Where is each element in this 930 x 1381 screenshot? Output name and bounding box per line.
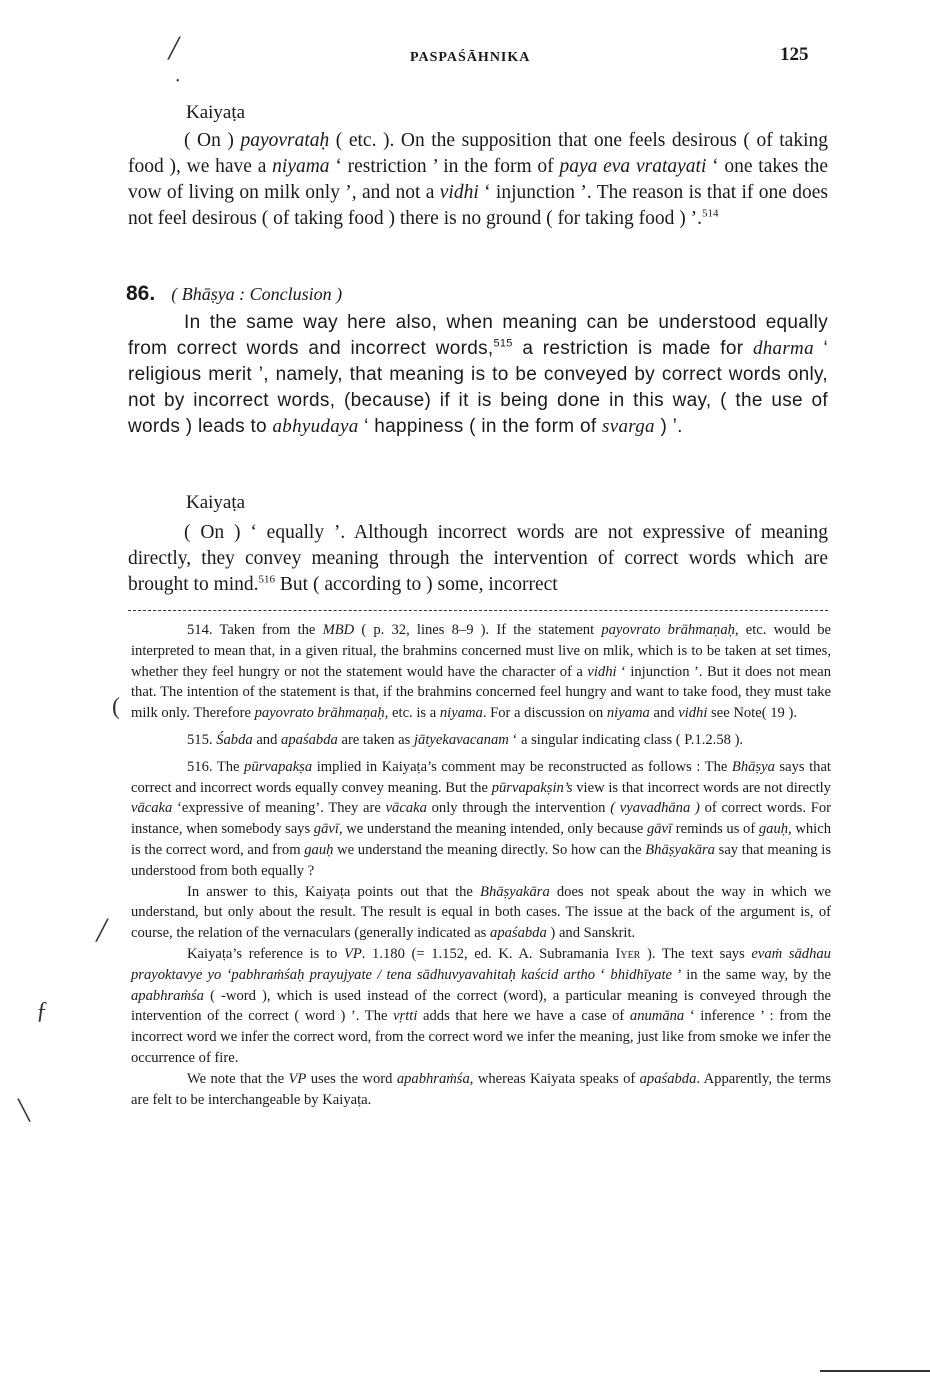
kaiyata-heading-1: Kaiyaṭa bbox=[186, 102, 246, 123]
running-title: PASPAŚĀHNIKA bbox=[410, 50, 531, 65]
footnote-516-note: We note that the VP uses the word apabhraṁśa, whereas Kaiyata speaks of apaśabda. Apparently, the terms are felt to be interchangeable by Kaiyaṭa. bbox=[131, 1070, 831, 1108]
section-86-heading bbox=[126, 282, 342, 306]
page-number: 125 bbox=[780, 44, 809, 65]
margin-dot-mark: • bbox=[176, 76, 180, 87]
footnote-515: 515. Śabda and apaśabda are taken as jātyekavacanam ‘ a singular indicating class ( P.1.2.58 ). bbox=[187, 731, 744, 748]
footnote-516-answer: In answer to this, Kaiyaṭa points out that the Bhāṣyakāra does not speak about the way in which we understand, but only about the result. The result is equal in both cases. The issue at the back of the argument is, of course, the relation of the vernaculars (generally indicated as apaśabda ) and Sanskrit. bbox=[131, 883, 832, 942]
margin-backslash-mark: ╲ bbox=[18, 1100, 31, 1122]
margin-tick-mark: ╱ bbox=[168, 38, 181, 60]
bottom-edge-rule bbox=[820, 1370, 930, 1372]
kaiyata-paragraph-1: ( On ) payovrataḥ ( etc. ). On the supposition that one feels desirous ( of taking food ), we have a niyama ‘ restriction ’ in the form of paya eva vratayati ‘ one takes the vow of living on milk only ’, and not a vidhi ‘ injunction ’. The reason is that if one does not feel desirous ( of taking food ) there is no ground ( for taking food ) ’.$^{514}$ bbox=[128, 130, 828, 229]
margin-stroke-mark: ƒ bbox=[36, 998, 48, 1024]
margin-bracket-mark: ( bbox=[112, 694, 120, 720]
margin-slash-mark: ╱ bbox=[96, 920, 109, 942]
section-86-paragraph: In the same way here also, when meaning can be understood equally from correct words and incorrect words,$^{515}$ a restriction is made for dharma ‘ religious merit ’, namely, that meaning is to be conveyed by correct words only, not by incorrect words, (because) if it is being done in this way, ( the use of words ) leads to abhyudaya ‘ happiness ( in the form of svarga ) ’. bbox=[128, 312, 828, 437]
kaiyata-paragraph-2: ( On ) ‘ equally ’. Although incorrect words are not expressive of meaning directly, they convey meaning through the intervention of correct words which are brought to mind.$^{516}$ But ( according to ) some, incorrect bbox=[128, 522, 828, 595]
kaiyata-heading-2: Kaiyaṭa bbox=[186, 492, 246, 513]
footnotes bbox=[131, 620, 831, 1110]
footnote-ref-516: 516 bbox=[258, 573, 276, 586]
footnote-ref-515: 515 bbox=[493, 337, 513, 350]
footnote-514: 514. Taken from the MBD ( p. 32, lines 8–9 ). If the statement payovrato brāhmaṇaḥ, etc. would be interpreted to mean that, in a given ritual, the brahmins concerned must live on mlik, which is to be taken at set times, whether they feel hungry or not the statement would have the character of a vidhi ‘ injunction ’. But it does not mean that. The intention of the statement is that, if the brahmins concerned feel hungry and want to take food, they must take milk only. Therefore payovrato brāhmaṇaḥ, etc. is a niyama. For a discussion on niyama and vidhi see Note( 19 ). bbox=[131, 622, 832, 722]
footnote-516-reference: Kaiyaṭa’s reference is to VP. 1.180 (= 1.152, ed. K. A. Subramania Iyer ). The text says evaṁ sādhau prayoktavye yo ‘pabhraṁśaḥ prayujyate / tena sādhuvyavahitaḥ kaścid artho ‘ bhidhīyate ’ in the same way, by the apabhraṁśa ( -word ), which is used instead of the correct (word), a particular meaning is conveyed through the intervention of the correct ( word ) ’. The vṛtti adds that here we have a case of anumāna ‘ inference ’ : from the incorrect word we infer the correct word, from the correct word we infer the meaning, just like from smoke we infer the occurrence of fire. bbox=[131, 945, 831, 1066]
section-number: 86. bbox=[126, 282, 156, 305]
footnote-516: 516. The pūrvapakṣa implied in Kaiyaṭa’s comment may be reconstructed as follows : The Bhāṣya says that correct and incorrect words equally convey meaning. But the pūrvapakṣin’s view is that incorrect words are not directly vācaka ‘expressive of meaning’. They are vācaka only through the intervention ( vyavadhāna ) of correct words. For instance, when somebody says gāvī, we understand the meaning intended, only because gāvī reminds us of gauḥ, which is the correct word, and from gauḥ we understand the meaning directly. So how can the Bhāṣyakāra say that meaning is understood from both equally ? bbox=[131, 758, 832, 879]
section-title: ( Bhāṣya : Conclusion ) bbox=[171, 284, 343, 304]
footnote-ref-514: 514 bbox=[702, 207, 719, 220]
footnote-separator bbox=[128, 610, 828, 611]
